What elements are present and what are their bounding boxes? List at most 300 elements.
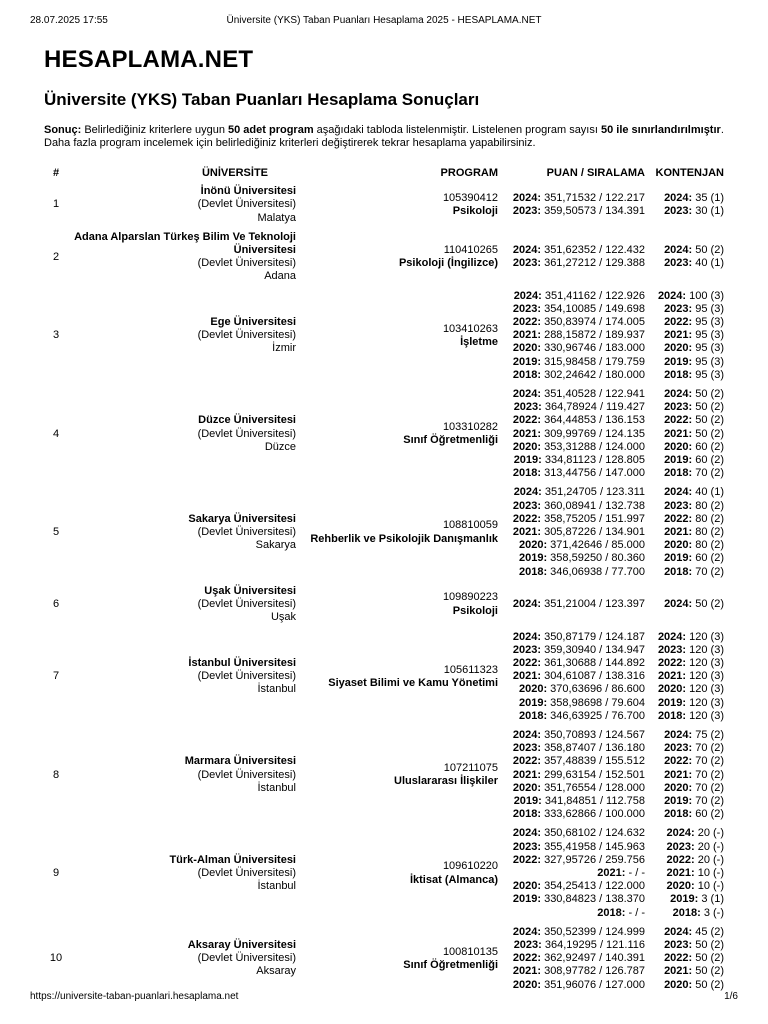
quota-value: 60 (2) [692, 552, 724, 565]
site-title[interactable]: HESAPLAMA.NET [44, 46, 254, 73]
quota-line [645, 755, 724, 768]
quota-value: 95 (3) [692, 302, 724, 315]
quota-line [645, 769, 724, 782]
score-line [498, 329, 645, 342]
score-line [498, 755, 645, 768]
university-name[interactable]: Marmara Üniversitesi [184, 755, 296, 768]
score-value: 350,70893 / 124.567 [541, 728, 645, 741]
university-city: Düzce [264, 440, 296, 453]
program-name[interactable]: Uluslararası İlişkiler [394, 775, 498, 788]
score-value: 341,84851 / 112.758 [541, 794, 645, 807]
score-line [498, 369, 645, 382]
quota-line [645, 893, 724, 906]
quota-cell [645, 923, 724, 995]
program-code: 100810135 [442, 945, 498, 958]
quota-year: 2022: [666, 853, 695, 866]
university-cell [68, 483, 296, 581]
score-year: 2024: [512, 388, 542, 401]
score-value: 305,87226 / 134.901 [541, 526, 645, 539]
quota-value: 120 (3) [686, 709, 724, 722]
score-year: 2024: [512, 191, 542, 204]
row-number: 1 [52, 198, 60, 211]
score-line [498, 526, 645, 539]
summary-count: 50 adet program [228, 124, 314, 136]
quota-line [645, 841, 724, 854]
score-value: 288,15872 / 189.937 [541, 329, 645, 342]
quota-line [645, 441, 724, 454]
university-name[interactable]: Aksaray Üniversitesi [187, 938, 296, 951]
score-year: 2021: [512, 329, 542, 342]
score-line [498, 769, 645, 782]
score-line [498, 598, 645, 611]
score-value: 350,68102 / 124.632 [541, 827, 645, 840]
quota-line [645, 926, 724, 939]
university-cell [68, 582, 296, 628]
score-value: 350,83974 / 174.005 [541, 316, 645, 329]
score-value: 308,97782 / 126.787 [541, 965, 645, 978]
quota-line [645, 867, 724, 880]
quota-year: 2024: [664, 728, 693, 741]
program-cell [296, 182, 498, 228]
program-name[interactable]: Psikoloji [452, 604, 498, 617]
quota-year: 2024: [664, 486, 693, 499]
score-year: 2024: [512, 630, 542, 643]
program-name[interactable]: Rehberlik ve Psikolojik Danışmanlık [310, 532, 498, 545]
score-value: 358,98698 / 79.604 [547, 696, 645, 709]
quota-value: 50 (2) [692, 598, 724, 611]
print-doc-title: Üniversite (YKS) Taban Puanları Hesaplama 2025 - HESAPLAMA.NET [226, 15, 542, 26]
quota-value: 10 (-) [694, 866, 724, 879]
quota-line [645, 907, 724, 920]
score-rank-cell [498, 228, 645, 287]
score-value: 350,87179 / 124.187 [541, 630, 645, 643]
university-type: (Devlet Üniversitesi) [197, 198, 296, 211]
score-value: 315,98458 / 179.759 [541, 355, 645, 368]
quota-year: 2018: [672, 906, 701, 919]
university-type: (Devlet Üniversitesi) [197, 866, 296, 879]
quota-value: 50 (2) [692, 244, 724, 257]
score-year: 2019: [518, 696, 548, 709]
score-year: 2023: [512, 302, 542, 315]
score-value: 299,63154 / 152.501 [541, 768, 645, 781]
table-row [44, 228, 724, 287]
quota-cell [645, 628, 724, 726]
quota-value: 95 (3) [692, 368, 724, 381]
university-cell [68, 923, 296, 995]
quota-year: 2022: [664, 414, 693, 427]
score-year: 2022: [512, 853, 542, 866]
score-value: 353,31288 / 124.000 [541, 440, 645, 453]
quota-year: 2020: [657, 683, 687, 696]
university-name[interactable]: Düzce Üniversitesi [198, 414, 296, 427]
score-line [498, 539, 645, 552]
quota-value: 20 (-) [694, 853, 724, 866]
quota-line [645, 486, 724, 499]
score-value: 304,61087 / 138.316 [541, 670, 645, 683]
quota-cell [645, 385, 724, 483]
university-type: (Devlet Üniversitesi) [197, 257, 296, 270]
university-name[interactable]: İstanbul Üniversitesi [188, 656, 296, 669]
university-name[interactable]: Ege Üniversitesi [210, 316, 296, 329]
score-value: 355,41958 / 145.963 [541, 840, 645, 853]
header-university: ÜNİVERSİTE [201, 167, 268, 179]
score-value: 351,76554 / 128.000 [541, 781, 645, 794]
quota-year: 2024: [666, 827, 695, 840]
university-cell [68, 824, 296, 922]
program-name[interactable]: Sınıf Öğretmenliği [403, 434, 498, 447]
score-year: 2020: [512, 880, 542, 893]
quota-line [645, 467, 724, 480]
university-city: İstanbul [257, 880, 296, 893]
quota-value: 70 (2) [692, 768, 724, 781]
score-year: 2018: [512, 467, 542, 480]
quota-line [645, 414, 724, 427]
summary-limit: 50 ile sınırlandırılmıştır [600, 124, 721, 136]
score-year: 2019: [513, 794, 542, 807]
score-year: 2023: [513, 938, 542, 951]
score-year: 2021: [512, 427, 542, 440]
score-value: 362,92497 / 140.391 [541, 952, 645, 965]
quota-value: 120 (3) [686, 670, 724, 683]
quota-year: 2022: [657, 656, 687, 669]
quota-cell [645, 582, 724, 628]
quota-line [645, 710, 724, 723]
score-line [498, 644, 645, 657]
quota-value: 3 (-) [700, 906, 724, 919]
score-line [498, 401, 645, 414]
score-line [498, 257, 645, 270]
quota-value: 10 (-) [694, 880, 724, 893]
quota-cell [645, 182, 724, 228]
university-name[interactable]: Adana Alparslan Türkeş Bilim Ve Teknoloji Üniversitesi [74, 230, 296, 257]
score-line [498, 428, 645, 441]
quota-year: 2024: [657, 630, 687, 643]
quota-line [645, 854, 724, 867]
score-year: 2022: [512, 414, 542, 427]
print-footer [30, 991, 738, 1005]
score-value: 357,48839 / 155.512 [541, 755, 645, 768]
table-row [44, 726, 724, 824]
score-rank-cell [498, 582, 645, 628]
university-city: İstanbul [257, 683, 296, 696]
quota-line [645, 329, 724, 342]
score-line [498, 782, 645, 795]
results-body [44, 182, 724, 995]
quota-value: 95 (3) [692, 316, 724, 329]
score-year: 2024: [513, 486, 542, 499]
score-year: 2020: [512, 342, 542, 355]
quota-value: 80 (2) [692, 526, 724, 539]
quota-line [645, 880, 724, 893]
score-value: - / - [625, 906, 645, 919]
header-no: # [52, 167, 60, 179]
quota-year: 2020: [664, 440, 693, 453]
university-cell [68, 726, 296, 824]
table-row [44, 923, 724, 995]
quota-year: 2019: [664, 552, 693, 565]
print-datetime: 28.07.2025 17:55 [30, 15, 108, 26]
score-value: 302,24642 / 180.000 [541, 368, 645, 381]
score-line [498, 893, 645, 906]
score-value: 327,95726 / 259.756 [541, 853, 645, 866]
header-score-rank: PUAN / SIRALAMA [546, 167, 645, 179]
quota-value: 120 (3) [686, 656, 724, 669]
score-line [498, 939, 645, 952]
print-header [30, 15, 738, 29]
score-value: 364,44853 / 136.153 [541, 414, 645, 427]
quota-value: 40 (1) [692, 486, 724, 499]
score-value: 334,81123 / 128.805 [541, 454, 645, 467]
quota-year: 2024: [657, 289, 687, 302]
quota-value: 95 (3) [692, 329, 724, 342]
quota-value: 35 (1) [692, 191, 724, 204]
quota-line [645, 729, 724, 742]
score-year: 2021: [512, 526, 542, 539]
row-number: 3 [52, 329, 60, 342]
quota-line [645, 454, 724, 467]
university-city: Aksaray [256, 965, 296, 978]
score-year: 2023: [512, 643, 542, 656]
score-year: 2019: [513, 454, 542, 467]
score-year: 2018: [597, 906, 626, 919]
score-line [498, 880, 645, 893]
program-cell [296, 582, 498, 628]
score-value: 313,44756 / 147.000 [541, 467, 645, 480]
quota-line [645, 795, 724, 808]
table-row [44, 287, 724, 385]
quota-value: 120 (3) [686, 683, 724, 696]
score-year: 2018: [512, 368, 542, 381]
score-value: 351,62352 / 122.432 [541, 244, 645, 257]
quota-value: 50 (2) [692, 938, 724, 951]
quota-year: 2019: [670, 893, 699, 906]
program-cell [296, 385, 498, 483]
university-cell [68, 182, 296, 228]
quota-year: 2023: [664, 742, 693, 755]
quota-value: 75 (2) [692, 728, 724, 741]
quota-line [645, 401, 724, 414]
quota-year: 2018: [664, 808, 693, 821]
row-number: 10 [49, 952, 63, 965]
score-value: 330,96746 / 183.000 [541, 342, 645, 355]
university-cell [68, 385, 296, 483]
quota-line [645, 939, 724, 952]
quota-value: 50 (2) [692, 414, 724, 427]
program-name[interactable]: İşletme [460, 335, 498, 348]
quota-value: 20 (-) [694, 840, 724, 853]
university-city: Uşak [270, 611, 296, 624]
program-name[interactable]: Psikoloji [452, 205, 498, 217]
score-year: 2024: [512, 598, 542, 611]
program-name[interactable]: Psikoloji (İngilizce) [398, 257, 498, 270]
score-line [498, 388, 645, 401]
score-value: 358,59250 / 80.360 [547, 552, 645, 565]
quota-line [645, 566, 724, 579]
score-year: 2024: [513, 289, 542, 302]
score-year: 2020: [512, 440, 542, 453]
page-title: Üniversite (YKS) Taban Puanları Hesaplama Sonuçları [44, 90, 480, 109]
score-year: 2024: [512, 925, 542, 938]
university-name[interactable]: Sakarya Üniversitesi [188, 512, 296, 525]
score-year: 2018: [518, 565, 548, 578]
quota-year: 2019: [664, 355, 693, 368]
score-rank-cell [498, 385, 645, 483]
score-line [498, 316, 645, 329]
header-quota: KONTENJAN [655, 167, 724, 179]
program-code: 109610220 [442, 860, 498, 873]
score-value: 350,52399 / 124.999 [541, 925, 645, 938]
score-value: 361,30688 / 144.892 [541, 656, 645, 669]
score-year: 2019: [518, 552, 548, 565]
quota-value: 100 (3) [686, 289, 724, 302]
program-code: 105390412 [442, 191, 498, 204]
program-name[interactable]: Sınıf Öğretmenliği [403, 958, 498, 971]
university-cell [68, 228, 296, 287]
score-value: 309,99769 / 124.135 [541, 427, 645, 440]
row-number: 5 [52, 526, 60, 539]
quota-year: 2023: [664, 205, 693, 217]
quota-year: 2020: [664, 978, 693, 991]
quota-year: 2021: [664, 965, 693, 978]
quota-line [645, 205, 724, 218]
score-line [498, 742, 645, 755]
university-name[interactable]: Türk-Alman Üniversitesi [169, 853, 296, 866]
score-line [498, 979, 645, 992]
university-name[interactable]: İnönü Üniversitesi [200, 185, 296, 198]
quota-line [645, 539, 724, 552]
quota-cell [645, 228, 724, 287]
university-city: Adana [264, 270, 296, 283]
score-year: 2021: [512, 670, 542, 683]
quota-year: 2020: [664, 539, 693, 552]
score-value: 330,84823 / 138.370 [541, 893, 645, 906]
score-value: 351,21004 / 123.397 [541, 598, 645, 611]
row-number: 6 [52, 598, 60, 611]
score-line [498, 926, 645, 939]
page-content [44, 46, 724, 995]
quota-cell [645, 824, 724, 922]
quota-line [645, 782, 724, 795]
quota-year: 2024: [664, 388, 693, 401]
program-cell [296, 483, 498, 581]
quota-value: 95 (3) [692, 342, 724, 355]
table-row [44, 182, 724, 228]
summary-text-1: Belirlediğiniz kriterlere uygun [81, 124, 229, 136]
quota-value: 60 (2) [692, 440, 724, 453]
quota-value: 80 (2) [692, 499, 724, 512]
quota-line [645, 631, 724, 644]
score-value: 361,27212 / 129.388 [541, 257, 645, 270]
score-year: 2024: [512, 244, 542, 257]
score-year: 2021: [512, 768, 542, 781]
score-line [498, 795, 645, 808]
quota-value: 120 (3) [686, 696, 724, 709]
university-name[interactable]: Uşak Üniversitesi [204, 584, 296, 597]
program-cell [296, 287, 498, 385]
quota-year: 2019: [664, 454, 693, 467]
quota-year: 2022: [664, 952, 693, 965]
score-year: 2020: [512, 978, 542, 991]
quota-value: 20 (-) [694, 827, 724, 840]
score-year: 2022: [512, 755, 542, 768]
quota-line [645, 388, 724, 401]
score-value: 371,42646 / 85.000 [547, 539, 645, 552]
program-name[interactable]: Siyaset Bilimi ve Kamu Yönetimi [328, 676, 498, 689]
header-program: PROGRAM [440, 167, 498, 179]
quota-line [645, 552, 724, 565]
score-value: 351,24705 / 123.311 [541, 486, 645, 499]
university-city: İzmir [272, 342, 296, 355]
score-year: 2022: [512, 316, 542, 329]
score-line [498, 907, 645, 920]
university-type: (Devlet Üniversitesi) [197, 768, 296, 781]
program-cell [296, 726, 498, 824]
summary-text-3: . Daha fazla program incelemek için belirlediğiniz kriterleri değiştirerek tekrar hesaplama yapabilirsiniz. [44, 124, 724, 149]
score-rank-cell [498, 182, 645, 228]
quota-line [645, 257, 724, 270]
program-code: 110410265 [443, 244, 498, 257]
score-rank-cell [498, 824, 645, 922]
quota-value: 60 (2) [692, 454, 724, 467]
university-type: (Devlet Üniversitesi) [197, 670, 296, 683]
quota-year: 2023: [666, 840, 695, 853]
print-url: https://universite-taban-puanlari.hesaplama.net [30, 991, 239, 1002]
quota-year: 2022: [664, 316, 693, 329]
quota-line [645, 598, 724, 611]
score-value: 333,62866 / 100.000 [541, 808, 645, 821]
quota-year: 2023: [664, 938, 693, 951]
quota-line [645, 965, 724, 978]
score-value: 359,50573 / 134.391 [541, 205, 645, 217]
score-year: 2022: [512, 656, 542, 669]
score-line [498, 441, 645, 454]
quota-line [645, 369, 724, 382]
university-city: İstanbul [257, 781, 296, 794]
university-cell [68, 628, 296, 726]
quota-line [645, 952, 724, 965]
quota-year: 2024: [664, 925, 693, 938]
score-year: 2023: [512, 257, 542, 270]
quota-line [645, 670, 724, 683]
quota-line [645, 979, 724, 992]
program-name[interactable]: İktisat (Almanca) [409, 873, 498, 886]
quota-cell [645, 726, 724, 824]
score-year: 2022: [512, 952, 542, 965]
university-type: (Devlet Üniversitesi) [197, 526, 296, 539]
university-city: Sakarya [255, 539, 296, 552]
score-value: 351,41162 / 122.926 [541, 289, 645, 302]
quota-value: 50 (2) [692, 952, 724, 965]
quota-value: 40 (1) [692, 257, 724, 270]
quota-year: 2020: [664, 781, 693, 794]
results-table [44, 165, 724, 995]
score-rank-cell [498, 726, 645, 824]
quota-year: 2021: [666, 866, 695, 879]
quota-year: 2019: [657, 696, 687, 709]
quota-year: 2019: [664, 794, 693, 807]
score-line [498, 710, 645, 723]
table-header-row [44, 165, 724, 182]
quota-value: 60 (2) [692, 808, 724, 821]
quota-year: 2020: [666, 880, 695, 893]
score-year: 2018: [518, 709, 548, 722]
quota-value: 50 (2) [692, 388, 724, 401]
score-value: 351,96076 / 127.000 [541, 978, 645, 991]
program-cell [296, 628, 498, 726]
score-year: 2023: [513, 401, 542, 414]
quota-year: 2018: [657, 709, 687, 722]
score-line [498, 205, 645, 218]
